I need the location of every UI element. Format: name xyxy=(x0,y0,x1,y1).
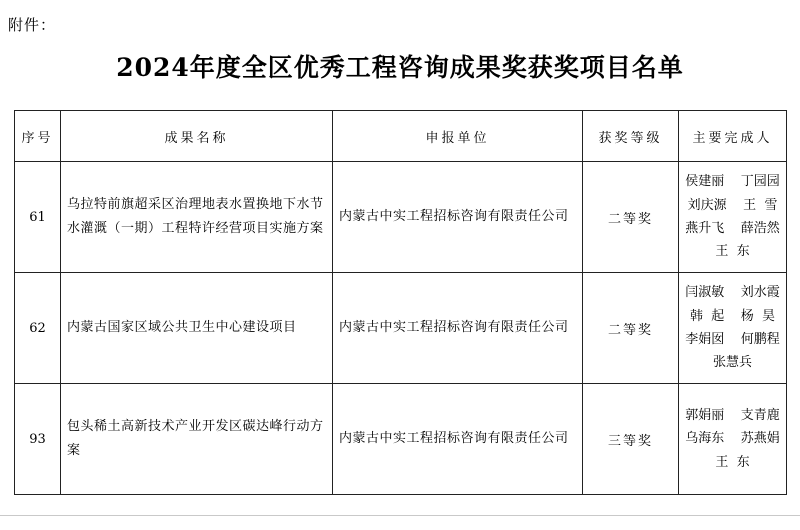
contributors-text: 郭娟丽 支青鹿 乌海东 苏燕娟 王 东 xyxy=(685,407,780,470)
column-header-level: 获奖等级 xyxy=(583,111,679,162)
column-header-unit: 申报单位 xyxy=(333,111,583,162)
contributors-text: 侯建丽 丁园园 刘庆源 王 雪 燕升飞 薛浩然 王 东 xyxy=(685,174,780,260)
contributors-text: 闫淑敏 刘水霞 韩 起 杨 昊 李娟囡 何鹏程 张慧兵 xyxy=(685,285,780,371)
table-row xyxy=(15,273,787,384)
row-declaring-unit: 内蒙古中实工程招标咨询有限责任公司 xyxy=(333,384,583,495)
column-header-people: 主要完成人 xyxy=(679,111,787,162)
row-declaring-unit: 内蒙古中实工程招标咨询有限责任公司 xyxy=(333,162,583,273)
row-project-name: 内蒙古国家区域公共卫生中心建设项目 xyxy=(61,273,333,384)
row-project-name: 乌拉特前旗超采区治理地表水置换地下水节水灌溉（一期）工程特许经营项目实施方案 xyxy=(61,162,333,273)
row-project-name: 包头稀土高新技术产业开发区碳达峰行动方案 xyxy=(61,384,333,495)
row-award-level: 二等奖 xyxy=(583,273,679,384)
row-number: 93 xyxy=(15,384,61,495)
table-row xyxy=(15,162,787,273)
table-header-row xyxy=(15,111,787,162)
row-contributors xyxy=(679,162,787,273)
row-number: 61 xyxy=(15,162,61,273)
column-header-name: 成果名称 xyxy=(61,111,333,162)
table-row xyxy=(15,384,787,495)
row-contributors xyxy=(679,273,787,384)
footer-divider xyxy=(0,515,800,516)
row-number: 62 xyxy=(15,273,61,384)
row-declaring-unit: 内蒙古中实工程招标咨询有限责任公司 xyxy=(333,273,583,384)
award-list-table xyxy=(14,110,787,495)
row-award-level: 二等奖 xyxy=(583,162,679,273)
page-title: 2024年度全区优秀工程咨询成果奖获奖项目名单 xyxy=(116,53,684,82)
column-header-no: 序号 xyxy=(15,111,61,162)
attachment-label: 附件： xyxy=(8,16,57,34)
row-contributors xyxy=(679,384,787,495)
row-award-level: 三等奖 xyxy=(583,384,679,495)
